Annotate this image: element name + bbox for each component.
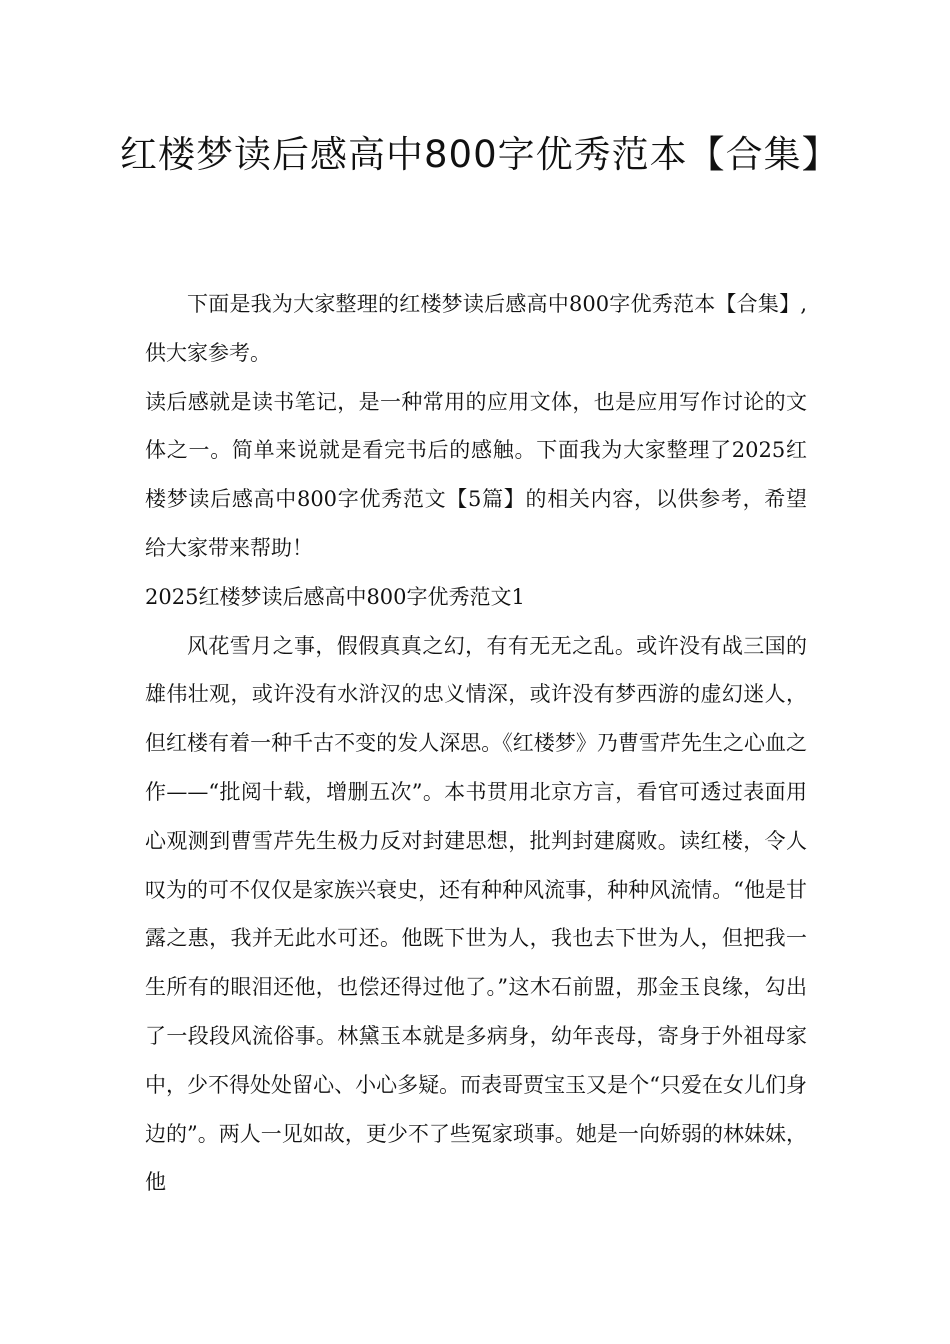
description-paragraph: 读后感就是读书笔记，是一种常用的应用文体，也是应用写作讨论的文体之一。简单来说就是看完书后的感触。下面我为大家整理了2025红楼梦读后感高中800字优秀范文【5篇】的相关内容，以供参考，希望给大家带来帮助！	[145, 389, 807, 560]
essay-paragraph: 风花雪月之事，假假真真之幻，有有无无之乱。或许没有战三国的雄伟壮观，或许没有水浒汉的忠义情深，或许没有梦西游的虚幻迷人，但红楼有着一种千古不变的发人深思。《红楼梦》乃曹雪芹先生之心血之作——“批阅十载，增删五次”。本书贯用北京方言，看官可透过表面用心观测到曹雪芹先生极力反对封建思想，批判封建腐败。读红楼，令人叹为的可不仅仅是家族兴衰史，还有种种风流事，种种风流情。“他是甘露之惠，我并无此水可还。他既下世为人，我也去下世为人，但把我一生所有的眼泪还他，也偿还得过他了。”这木石前盟，那金玉良缘，勾出了一段段风流俗事。林黛玉本就是多病身，幼年丧母，寄身于外祖母家中，少不得处处留心、小心多疑。而表哥贾宝玉又是个“只爱在女儿们身边的”。两人一见如故，更少不了些冤家琐事。她是一向娇弱的林妹妹，他	[145, 633, 807, 1195]
intro-paragraph: 下面是我为大家整理的红楼梦读后感高中800字优秀范本【合集】,供大家参考。	[145, 292, 807, 365]
document-body	[145, 280, 807, 1207]
section-heading: 2025红楼梦读后感高中800字优秀范文1	[145, 584, 525, 609]
document-title: 红楼梦读后感高中800字优秀范本【合集】	[120, 133, 840, 176]
